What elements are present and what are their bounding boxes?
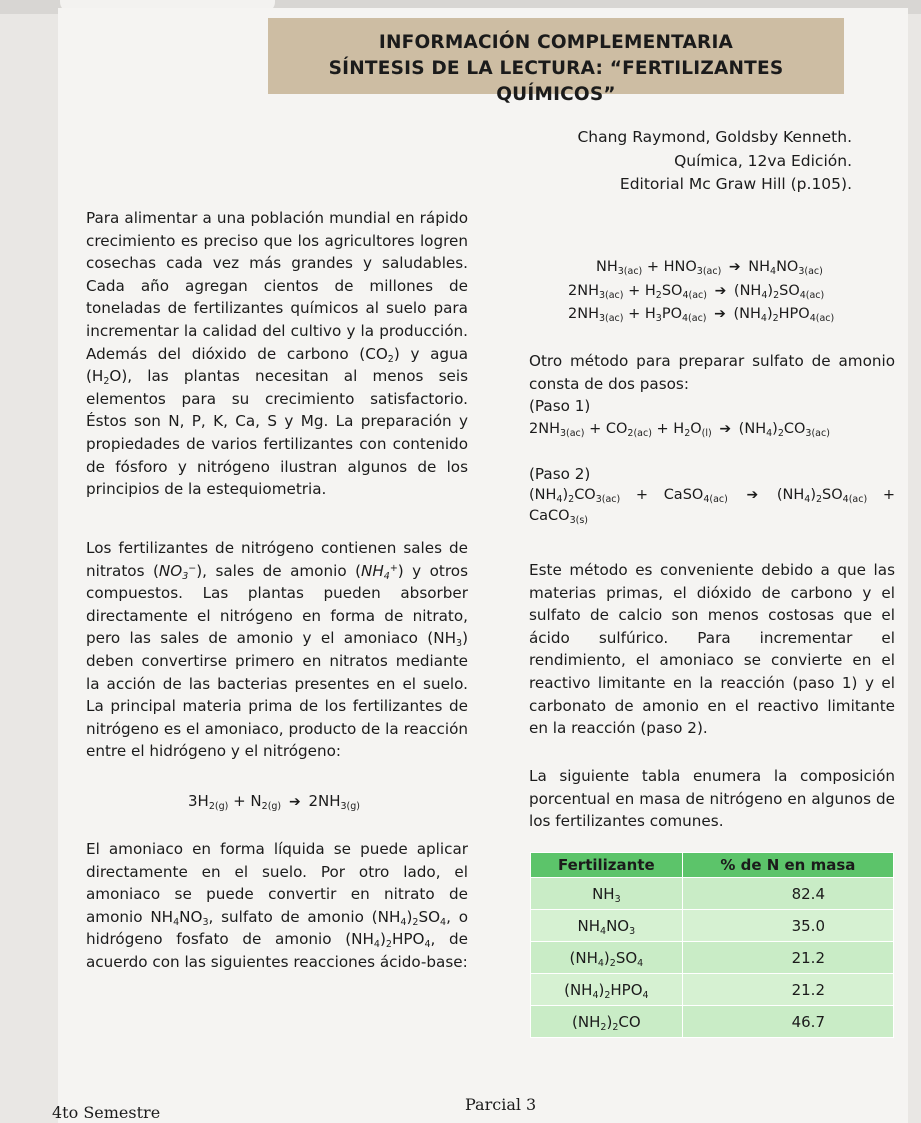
table-row	[531, 974, 894, 1006]
title-line-1: INFORMACIÓN COMPLEMENTARIA	[378, 32, 734, 53]
fertilizer-table	[530, 852, 894, 1038]
table-row	[531, 910, 894, 942]
table-row	[531, 878, 894, 910]
reference-block	[577, 126, 852, 197]
percent-cell: 21.2	[682, 974, 893, 1006]
step-2-label: (Paso 2)	[529, 465, 591, 483]
equation-1: $NH_{3(ac)} + HNO_{3(ac)}$ ➔ $NH_4NO_{3(ac)}$	[596, 259, 823, 277]
reference-publisher: Editorial Mc Graw Hill (p.105).	[619, 175, 852, 193]
title-line-2: SÍNTESIS DE LA LECTURA: “FERTILIZANTES QUÍMICOS”	[328, 58, 784, 105]
footer-semester: 4to Semestre	[52, 1103, 161, 1122]
fertilizer-cell: $(NH_4)_2HPO_4$	[531, 974, 683, 1006]
equation-2: $2NH_{3(ac)} + H_2SO_{4(ac)}$ ➔ $(NH_4)_2SO_{4(ac)}$	[568, 283, 825, 301]
table-header-percent: % de N en masa	[682, 853, 893, 878]
step-1-label: (Paso 1)	[529, 397, 591, 416]
equation-3: $2NH_{3(ac)} + H_3PO_{4(ac)}$ ➔ $(NH_4)_2HPO_{4(ac)}$	[568, 306, 835, 324]
right-paragraph-1: Otro método para preparar sulfato de amonio consta de dos pasos: (Paso 1)	[529, 350, 895, 418]
table-row	[531, 942, 894, 974]
percent-cell: 82.4	[682, 878, 893, 910]
equation-haber: $3H_{2(g)} + N_{2(g)}$ ➔ $2NH_{3(g)}$	[188, 792, 360, 812]
table-row	[531, 1006, 894, 1038]
reference-authors: Chang Raymond, Goldsby Kenneth.	[577, 128, 852, 146]
table-header-row	[531, 853, 894, 878]
percent-cell: 21.2	[682, 942, 893, 974]
right-paragraph-3: La siguiente tabla enumera la composición porcentual en masa de nitrógeno en algunos de los fertilizantes comunes.	[529, 767, 895, 831]
equation-step-1: $2NH_{3(ac)} + CO_{2(ac)} + H_2O_{(l)}$ ➔ $(NH_4)_2CO_{3(ac)}$	[529, 421, 830, 439]
percent-cell: 46.7	[682, 1006, 893, 1038]
footer-partial: Parcial 3	[465, 1095, 537, 1114]
left-paragraph-1: Para alimentar a una población mundial en rápido crecimiento es preciso que los agricultores logren cosechas cada vez más grandes y saludables. Cada año agregan cientos de millones de toneladas de fertilizantes químicos al suelo para incrementar la calidad del cultivo y la producción. Además del dióxido de carbono $(CO_2)$ y agua $(H_2O)$, las plantas necesitan al menos seis elementos para su crecimiento satisfactorio. Éstos son N, P, K, Ca, S y Mg. La preparación y propiedades de varios fertilizantes con contenido de fósforo y nitrógeno ilustran algunos de los principios de la estequiometria.	[86, 209, 469, 499]
right-paragraph-2: Este método es conveniente debido a que las materias primas, el dióxido de carbono y el sulfato de calcio son menos costosas que el ácido sulfúrico. Para incrementar el rendimiento, el amoniaco se convierte en el reactivo limitante en la reacción (paso 1) y el carbonato de amonio en el reactivo limitante en la reacción (paso 2).	[529, 561, 895, 738]
title-banner	[268, 18, 844, 105]
reference-book: Química, 12va Edición.	[674, 151, 852, 170]
equation-step-2: $(NH_4)_2CO_{3(ac)}$ + CaSO$_{4(ac)}$ ➔ $(NH_4)_2SO_{4(ac)}$ + CaCO$_{3(s)}$	[529, 487, 895, 526]
left-paragraph-2: Los fertilizantes de nitrógeno contienen sales de nitratos $(NO_3^-)$, sales de amonio $(NH_4^+)$ y otros compuestos. Las plantas pueden absorber directamente el nitrógeno en forma de nitrato, pero las sales de amonio y el amoniaco $(NH_3)$ deben convertirse primero en nitratos mediante la acción de las bacterias presentes en el suelo. La principal materia prima de los fertilizantes de nitrógeno es el amoniaco, producto de la reacción entre el hidrógeno y el nitrógeno:	[86, 539, 468, 761]
table-header-fertilizer: Fertilizante	[531, 853, 683, 878]
percent-cell: 35.0	[682, 910, 893, 942]
fertilizer-cell: $(NH_4)_2SO_4$	[531, 942, 683, 974]
fertilizer-cell: $(NH_2)_2CO$	[531, 1006, 683, 1038]
fertilizer-cell: $NH_4NO_3$	[531, 910, 683, 942]
fertilizer-cell: $NH_3$	[531, 878, 683, 910]
left-paragraph-3: El amoniaco en forma líquida se puede aplicar directamente en el suelo. Por otro lado, el amoniaco se puede convertir en nitrato de amonio $NH_4NO_3$, sulfato de amonio $(NH_4)_2SO_4$, o hidrógeno fosfato de amonio $(NH_4)_2HPO_4$, de acuerdo con las siguientes reacciones ácido-base:	[86, 840, 469, 971]
